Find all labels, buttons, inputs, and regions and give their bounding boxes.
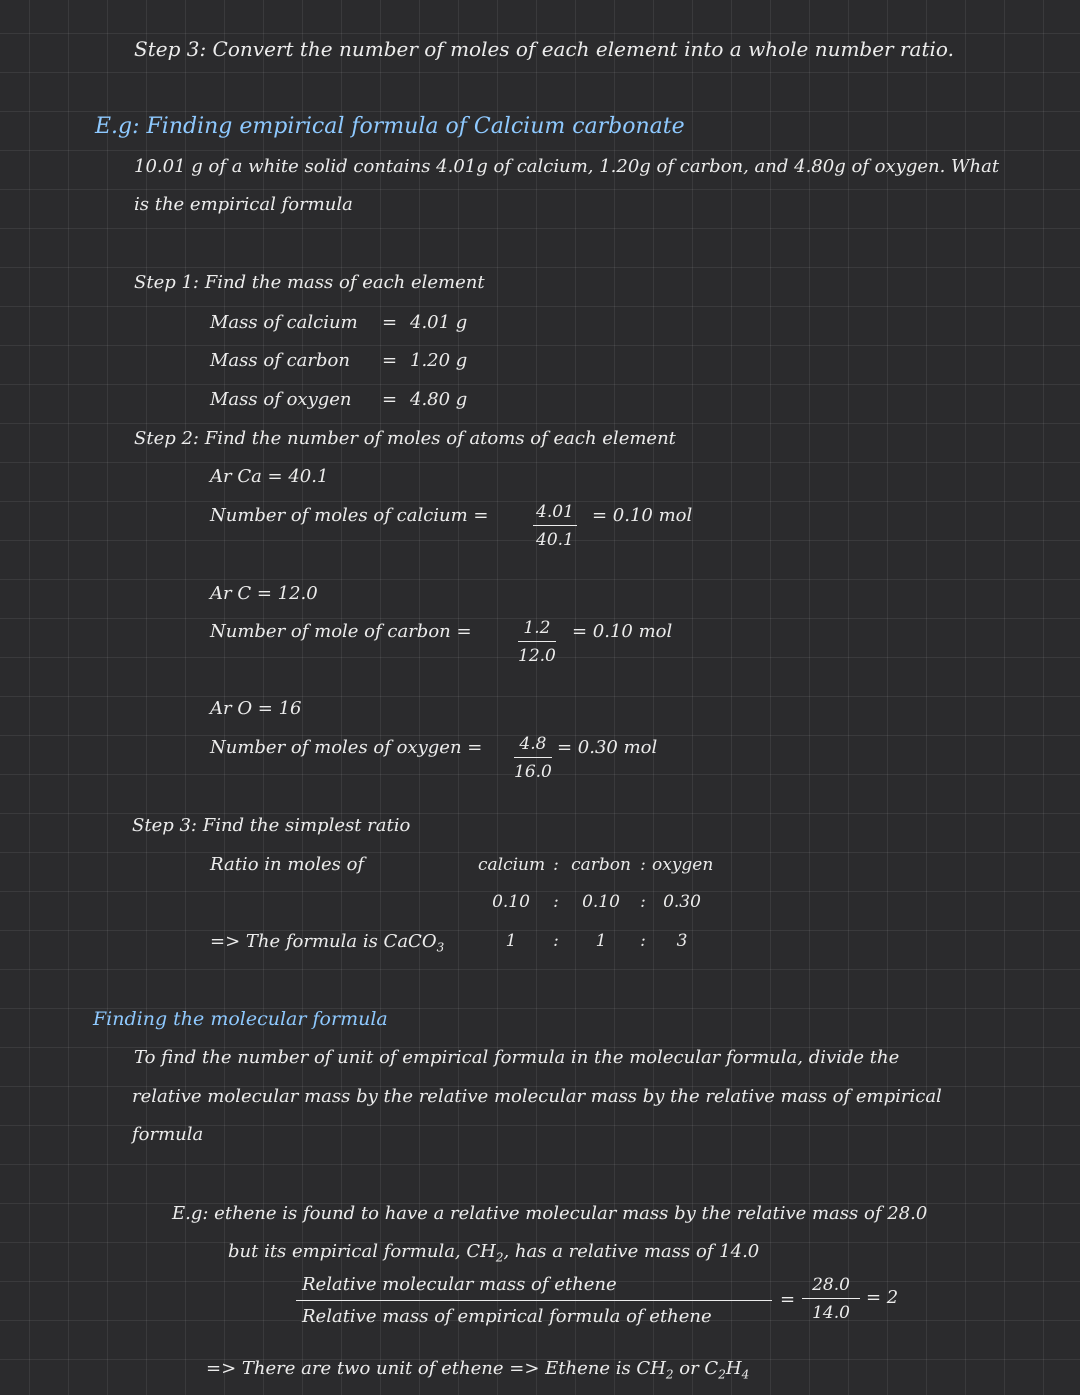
step2-title: Step 2: Find the number of moles of atoms of each element [134, 428, 676, 449]
ethene-final-mid: or C [673, 1358, 719, 1379]
formula-conclusion [210, 930, 444, 960]
question-line1: 10.01 g of a white solid contains 4.01g of calcium, 1.20g of carbon, and 4.80g of oxygen. What [134, 156, 1000, 177]
mass-calcium-label: Mass of calcium [210, 312, 358, 333]
ethene-ratio-fraction [296, 1273, 772, 1329]
ethene-eq2: = 2 [866, 1287, 899, 1308]
ratio-sep: : [553, 892, 559, 912]
ethene-line2-suffix: , has a relative mass of 14.0 [503, 1241, 760, 1262]
mass-oxygen-eq: = [382, 389, 398, 410]
molecular-para-line3: formula [132, 1124, 204, 1145]
moles-oxygen-num: 4.8 [514, 733, 552, 758]
mass-carbon-label: Mass of carbon [210, 350, 350, 371]
moles-carbon-fraction [518, 617, 556, 667]
ethene-final-h: H [725, 1358, 742, 1379]
ethene-fraction-den: Relative mass of empirical formula of ethene [302, 1306, 712, 1327]
ratio-value: 1 [595, 931, 607, 951]
moles-carbon-result: = 0.10 mol [572, 621, 673, 642]
molecular-heading: Finding the molecular formula [93, 1008, 388, 1030]
ratio-header-oxygen: oxygen [652, 855, 714, 875]
ratio-value: 0.10 [582, 892, 620, 912]
example-heading: E.g: Finding empirical formula of Calcium carbonate [95, 114, 685, 139]
ratio-header-carbon: carbon [571, 855, 631, 875]
ethene-fraction-num: Relative molecular mass of ethene [296, 1273, 772, 1301]
ratio-header-row [478, 854, 712, 876]
ethene-final-prefix: => There are two unit of ethene => Ethene is CH [206, 1358, 666, 1379]
formula-conclusion-sub: 3 [436, 940, 445, 955]
ethene-line1: E.g: ethene is found to have a relative molecular mass by the relative mass of 28.0 [172, 1203, 928, 1224]
ethene-final-sub3: 4 [741, 1367, 750, 1382]
intro-step3: Step 3: Convert the number of moles of each element into a whole number ratio. [134, 37, 954, 61]
ratio-header-calcium: calcium [478, 855, 546, 875]
ethene-final-sub1: 2 [665, 1367, 674, 1382]
moles-calcium-label: Number of moles of calcium = [210, 505, 489, 526]
moles-calcium-result: = 0.10 mol [592, 505, 693, 526]
mass-calcium-eq: = [382, 312, 398, 333]
moles-oxygen-result: = 0.30 mol [557, 737, 658, 758]
question-line2: is the empirical formula [134, 194, 353, 215]
mass-carbon-value: 1.20 g [410, 350, 468, 371]
moles-calcium-num: 4.01 [533, 501, 577, 526]
step1-title: Step 1: Find the mass of each element [134, 272, 485, 293]
mass-carbon-eq: = [382, 350, 398, 371]
mass-oxygen-label: Mass of oxygen [210, 389, 352, 410]
ethene-value-fraction [802, 1274, 860, 1324]
ratio-simplest-row [478, 930, 712, 952]
moles-carbon-label: Number of mole of carbon = [210, 621, 472, 642]
mass-calcium-value: 4.01 g [410, 312, 468, 333]
ratio-sep: : [640, 855, 646, 875]
moles-oxygen-den: 16.0 [514, 762, 552, 782]
molecular-para-line2: relative molecular mass by the relative molecular mass by the relative mass of empirical [132, 1086, 942, 1107]
ar-calcium: Ar Ca = 40.1 [210, 466, 329, 487]
formula-conclusion-text: => The formula is CaCO [210, 931, 437, 952]
step3-title: Step 3: Find the simplest ratio [132, 815, 411, 836]
ethene-line2-sub: 2 [495, 1250, 504, 1265]
ratio-sep: : [640, 892, 646, 912]
moles-calcium-fraction [533, 501, 577, 551]
ratio-value: 3 [676, 931, 688, 951]
ethene-final [206, 1357, 749, 1387]
mass-oxygen-value: 4.80 g [410, 389, 468, 410]
ratio-sep: : [640, 931, 646, 951]
moles-oxygen-label: Number of moles of oxygen = [210, 737, 483, 758]
moles-carbon-den: 12.0 [518, 646, 556, 666]
ethene-value-num: 28.0 [802, 1274, 860, 1299]
moles-carbon-num: 1.2 [518, 617, 556, 642]
ratio-value: 1 [505, 931, 517, 951]
ratio-value: 0.10 [492, 892, 530, 912]
ratio-sep: : [553, 855, 559, 875]
ratio-values-row [478, 891, 712, 913]
ethene-line2-prefix: but its empirical formula, CH [228, 1241, 496, 1262]
ethene-final-sub2: 2 [718, 1367, 726, 1382]
ar-oxygen: Ar O = 16 [210, 698, 302, 719]
molecular-para-line1: To find the number of unit of empirical formula in the molecular formula, divide the [134, 1047, 900, 1068]
ethene-eq1: = [780, 1289, 796, 1310]
ratio-label: Ratio in moles of [210, 854, 365, 875]
ratio-value: 0.30 [663, 892, 701, 912]
ethene-line2 [228, 1240, 759, 1270]
ethene-value-den: 14.0 [812, 1303, 850, 1323]
ar-carbon: Ar C = 12.0 [210, 583, 318, 604]
moles-calcium-den: 40.1 [536, 530, 574, 550]
ratio-sep: : [553, 931, 559, 951]
moles-oxygen-fraction [514, 733, 552, 783]
